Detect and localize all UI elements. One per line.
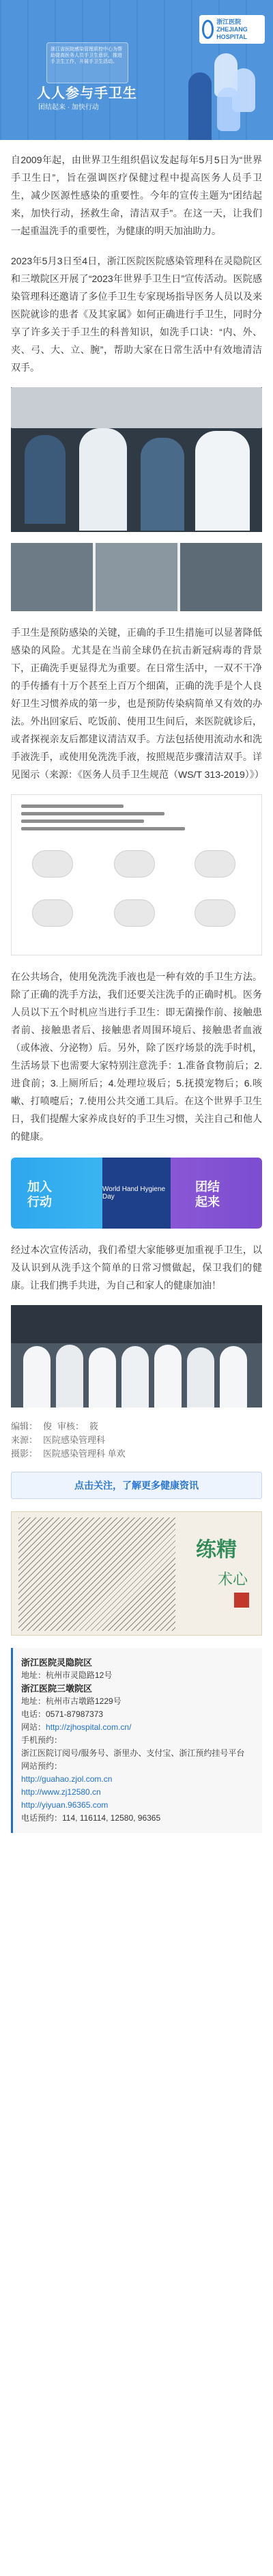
woodcut-subtitle: 术心: [217, 1571, 248, 1588]
booking-link[interactable]: http://guahao.zjol.com.cn: [21, 1774, 113, 1784]
article-paragraph: 自2009年起，由世界卫生组织倡议发起每年5月5日为“世界手卫生日”，旨在强调医疗保健过程中提高医务人员手卫生，减少医源性感染的重要性。今年的宣传主题为“团结起来，加快行动，拯救生命，清洁双手”。在这一天，让我们一起重温洗手的重要性，为健康的明天加油助力。: [11, 154, 262, 236]
hospital-website-link[interactable]: http://zjhospital.com.cn/: [46, 1722, 132, 1732]
banner-intro: 浙江省医院感染管理质控中心为帮助提高医务人员手卫生意识，推进手卫生工作，开展手卫生活动。: [46, 42, 128, 83]
group-photo: [11, 1305, 262, 1408]
card-middle: World Hand Hygiene Day: [102, 1158, 171, 1229]
step-5: [114, 897, 170, 934]
step-6: [195, 897, 250, 934]
source-value: 医院感染管理科: [43, 1435, 106, 1445]
hand-icon: [195, 899, 235, 927]
hospital-name: 浙江医院三墩院区: [21, 1683, 93, 1694]
editor-name: 俊: [43, 1421, 53, 1431]
step-4: [32, 897, 88, 934]
chart-text-line: [21, 827, 185, 830]
person-silhouette: [188, 72, 212, 140]
step-3: [195, 848, 250, 885]
article-paragraph: 在公共场合，使用免洗洗手液也是一种有效的手卫生方法。除了正确的洗手方法，我们还要关注洗手的正确时机。医务人员以下五个时机应当进行手卫生：即无菌操作前、接触患者前、接触患者后、接触患者周围环境后、接触患者血液（或体液、分泌物）后。另外，除了医疗场景的洗手时机，生活场景下也需要大家特别注意洗手：1.准备食物前后；2.进食前；3.上厕所后；4.处理垃圾后；5.抚摸宠物后；6.咳嗽、打喷嚏后；7.使用公共交通工具后。在这个世界手卫生日，我们提醒大家养成良好的手卫生习惯，关注自己和他人的健康。: [11, 971, 262, 1142]
collage-panel: [11, 543, 93, 611]
hand-icon: [195, 850, 235, 878]
logo-text: 浙江医院 ZHEJIANG HOSPITAL: [216, 18, 248, 40]
card-left-text: 加入 行动: [27, 1180, 52, 1209]
hand-icon: [114, 850, 155, 878]
hospital-name: 浙江医院灵隐院区: [21, 1657, 93, 1668]
woodcut-promo: [11, 1511, 262, 1636]
woodcut-illustration: [18, 1517, 175, 1631]
bottom-spacer: [11, 1833, 262, 1847]
web-booking-label: 网站预约：: [21, 1761, 63, 1771]
mobile-booking-label: 手机预约：: [21, 1735, 63, 1745]
collage-panel: [96, 543, 177, 611]
hand-hygiene-day-card: [11, 1158, 262, 1229]
activity-photo: [11, 387, 262, 532]
hospital-info: [11, 1648, 262, 1833]
source-label: 来源：: [11, 1435, 38, 1445]
reviewer-label: 审核：: [57, 1421, 85, 1431]
follow-banner[interactable]: 点击关注，了解更多健康资讯: [11, 1472, 262, 1499]
hands-illustration: [184, 49, 259, 131]
card-right-text: 团结 起来: [195, 1180, 220, 1209]
hospital-address: 地址：杭州市灵隐路12号: [21, 1670, 113, 1680]
editor-label: 编辑：: [11, 1421, 38, 1431]
article-paragraph: 手卫生是预防感染的关键，正确的手卫生措施可以显著降低感染的风险。尤其是在当前全球仍在抗击新冠病毒的背景下，正确洗手更显得尤为重要。在日常生活中，一双不干净的手传播有十万个甚至上百万个细菌，正确的洗手是个人良好卫生习惯养成的第一步，也是预防传染病简单又有效的办法。外出回家后、吃饭前、使用卫生间后，来医院就诊后，或者探视亲友后都建议清洁双手。方法包括使用流动水和洗手液洗手，或使用免洗洗手液，按照规范步骤清洁双手。详见图示（来源：《医务人员手卫生规范（WS/T 313-2019）》）: [11, 627, 264, 780]
hand-icon: [32, 899, 73, 927]
booking-link[interactable]: http://yiyuan.96365.com: [21, 1800, 109, 1810]
chart-text-line: [21, 804, 124, 808]
hand-icon: [32, 850, 73, 878]
banner-title: 人人参与手卫生: [37, 86, 137, 101]
hospital-phone: 电话：0571-87987373: [21, 1709, 104, 1719]
hand-hygiene-banner: [0, 0, 273, 140]
activity-photo-collage: [11, 543, 262, 611]
collage-panel: [180, 543, 262, 611]
handwashing-steps-chart: [11, 794, 262, 955]
step-1: [32, 848, 88, 885]
mobile-booking-desc: 浙江医院订阅号/服务号、浙里办、支付宝、浙江预约挂号平台: [21, 1748, 245, 1758]
chart-text-line: [21, 820, 144, 823]
reviewer-name: 筱: [89, 1421, 99, 1431]
photo-value: 医院感染管理科 单欢: [43, 1448, 126, 1459]
logo-seal-icon: [202, 20, 214, 39]
phone-booking-values: 114, 116114, 12580, 96365: [62, 1813, 161, 1823]
woodcut-title: 练精: [196, 1538, 237, 1562]
article-paragraph: 经过本次宣传活动，我们希望大家能够更加重视手卫生，以及认识到从洗手这个简单的日常习惯做起，保卫我们的健康。让我们携手共进，为自己和家人的健康加油！: [11, 1244, 262, 1291]
seal-stamp-icon: [234, 1593, 249, 1608]
article-paragraph: 2023年5月3日至4日，浙江医院医院感染管理科在灵隐院区和三墩院区开展了“2023年世界手卫生日”宣传活动。医院感染管理科还邀请了多位手卫生专家现场指导医务人员以及来医院就诊的患者《及其家属》如何正确进行手卫生，同时分享了许多关于手卫生的科普知识，如洗手口诀：“内、外、夹、弓、大、立、腕”，帮助大家在日常生活中有效地清洁双手。: [11, 255, 262, 373]
article-credits: [11, 1420, 262, 1461]
booking-link[interactable]: http://www.zj12580.cn: [21, 1787, 101, 1797]
hand-icon: [114, 899, 155, 927]
chart-text-line: [21, 812, 164, 815]
web-label: 网站：: [21, 1722, 46, 1732]
hospital-logo: [199, 15, 265, 44]
banner-subtitle: 团结起来 · 加快行动: [38, 104, 99, 111]
phone-booking-label: 电话预约：: [21, 1813, 63, 1823]
hospital-address: 地址：杭州市古墩路1229号: [21, 1696, 121, 1706]
photo-label: 摄影：: [11, 1448, 38, 1459]
hand-icon: [217, 87, 240, 131]
step-2: [114, 848, 170, 885]
